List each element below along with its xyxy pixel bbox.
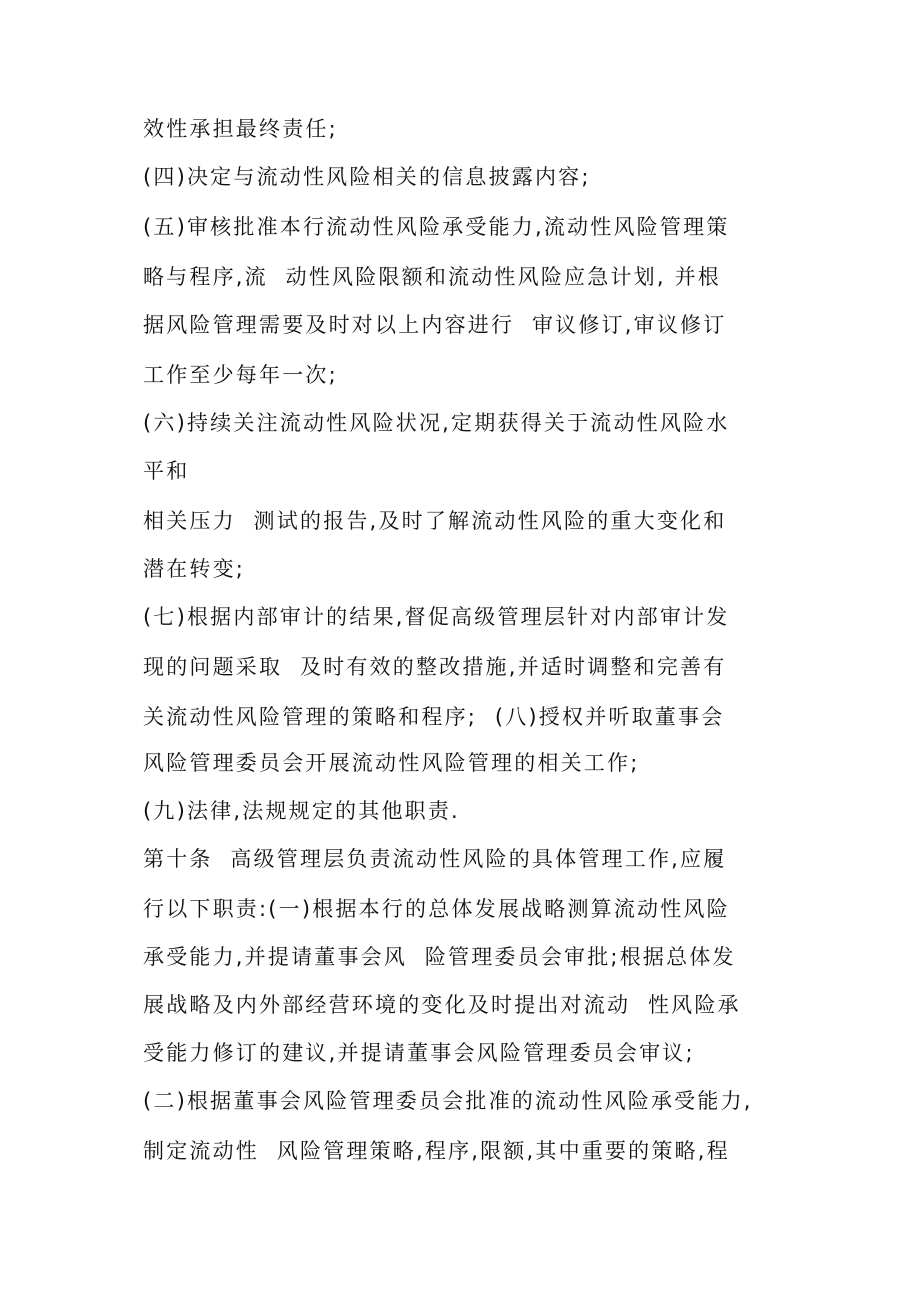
text-line: 承受能力,并提请董事会风 险管理委员会审批;根据总体发: [143, 945, 736, 969]
text-line: 行以下职责:(一)根据本行的总体发展战略测算流动性风险: [143, 897, 730, 921]
text-line: 略与程序,流 动性风险限额和流动性风险应急计划, 并根: [143, 265, 721, 289]
text-line: 第十条 高级管理层负责流动性风险的具体管理工作,应履: [143, 847, 727, 871]
text-line: (四)决定与流动性风险相关的信息披露内容;: [143, 165, 591, 189]
text-line: (二)根据董事会风险管理委员会批准的流动性风险承受能力,: [143, 1089, 753, 1113]
text-line: 展战略及内外部经营环境的变化及时提出对流动 性风险承: [143, 993, 741, 1017]
text-line: 工作至少每年一次;: [143, 363, 338, 387]
text-line: 现的问题采取 及时有效的整改措施,并适时调整和完善有: [143, 655, 727, 679]
text-line: 平和: [143, 459, 190, 483]
text-line: 制定流动性 风险管理策略,程序,限额,其中重要的策略,程: [143, 1139, 730, 1163]
text-line: 风险管理委员会开展流动性风险管理的相关工作;: [143, 751, 640, 775]
text-line: 相关压力 测试的报告,及时了解流动性风险的重大变化和: [143, 509, 727, 533]
text-line: (五)审核批准本行流动性风险承受能力,流动性风险管理策: [143, 215, 730, 239]
text-line: 关流动性风险管理的策略和程序; (八)授权并听取董事会: [143, 705, 725, 729]
text-line: 效性承担最终责任;: [143, 117, 338, 141]
text-line: (六)持续关注流动性风险状况,定期获得关于流动性风险水: [143, 411, 730, 435]
text-line: 据风险管理需要及时对以上内容进行 审议修订,审议修订: [143, 313, 727, 337]
text-line: 潜在转变;: [143, 557, 246, 581]
text-line: (七)根据内部审计的结果,督促高级管理层针对内部审计发: [143, 605, 730, 629]
text-line: (九)法律,法规规定的其他职责.: [143, 799, 460, 823]
text-line: 受能力修订的建议,并提请董事会风险管理委员会审议;: [143, 1041, 695, 1065]
